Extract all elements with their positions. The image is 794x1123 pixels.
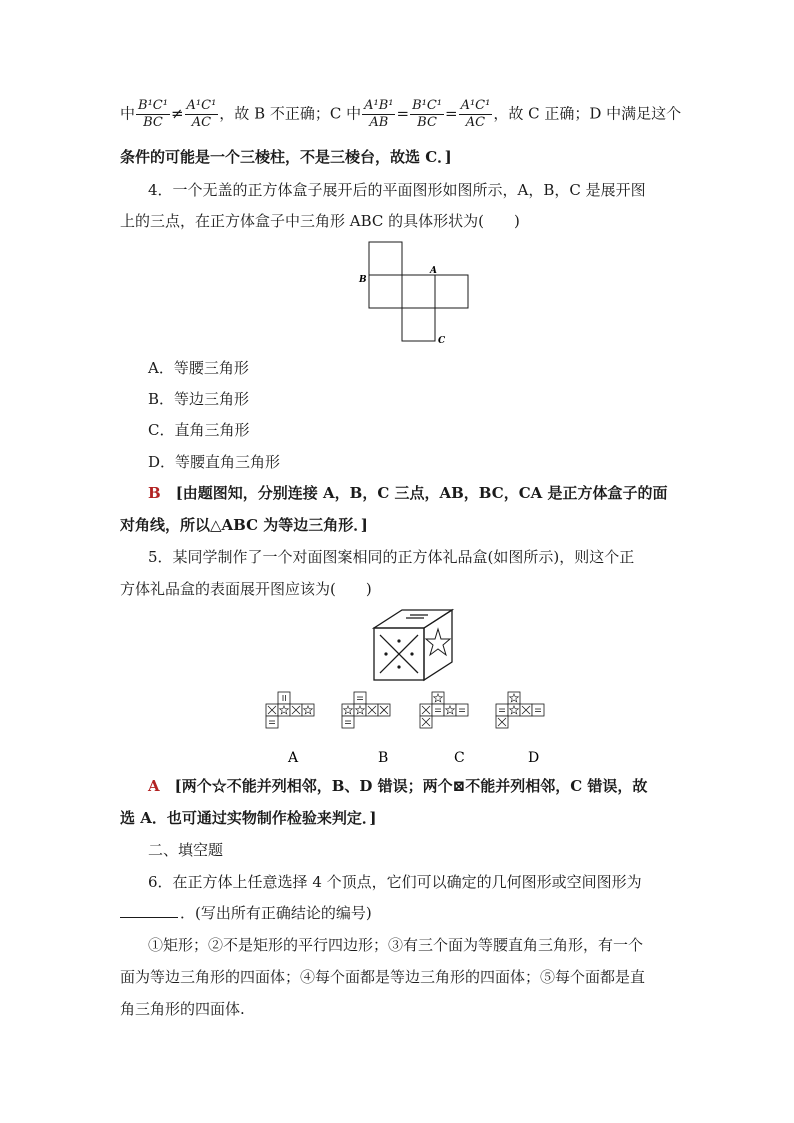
q6-line-4: 面为等边三角形的四面体；④每个面都是等边三角形的四面体；⑤每个面都是直 — [120, 968, 646, 986]
q5-line-1: 5．某同学制作了一个对面图案相同的正方体礼品盒(如图所示)，则这个正 — [148, 548, 635, 566]
equal-sign-2: = — [445, 104, 458, 123]
label-c: C — [438, 336, 446, 346]
net-c — [420, 692, 468, 728]
q4-answer-letter: B — [148, 484, 161, 502]
fraction-a1c1-ac-2: $\frac{\text{A¹C¹}}{AC}$ — [460, 98, 491, 130]
q4-option-d: D．等腰直角三角形 — [148, 453, 281, 471]
net-label-a: A — [288, 750, 299, 766]
q4-answer-line-1 — [148, 482, 668, 504]
text-zh: 中 — [120, 104, 136, 123]
net-d — [496, 692, 544, 728]
q4-line-2: 上的三点，在正方体盒子中三角形 ABC 的具体形状为( ) — [120, 212, 520, 230]
q4-net-figure — [350, 236, 480, 348]
q5-line-2: 方体礼品盒的表面展开图应该为( ) — [120, 580, 372, 598]
q4-answer-text: [由题图知，分别连接 A，B，C 三点，AB，BC，CA 是正方体盒子的面 — [175, 484, 668, 502]
fraction-a1b1-ab: $\frac{\text{A¹B¹}}{AB}$ — [364, 98, 394, 130]
q4-line-1: 4．一个无盖的正方体盒子展开后的平面图形如图所示，A，B，C 是展开图 — [148, 181, 646, 199]
label-a: A — [430, 266, 437, 276]
continuation-line-1 — [120, 98, 681, 131]
q6-line-3: ①矩形；②不是矩形的平行四边形；③有三个面为等腰直角三角形，有一个 — [148, 936, 644, 954]
text-part-1: ，故 B 不正确；C 中 — [219, 104, 362, 123]
answer-blank[interactable] — [120, 903, 178, 918]
q4-answer-line-2: 对角线，所以△ABC 为等边三角形．] — [120, 516, 368, 534]
fraction-b1c1-bc: $\frac{\text{B¹C¹}}{BC}$ — [138, 98, 168, 130]
net-label-c: C — [454, 750, 465, 766]
net-label-d: D — [528, 750, 540, 766]
fraction-a1c1-ac: $\frac{\text{A¹C¹}}{AC}$ — [186, 98, 217, 130]
q4-option-a: A．等腰三角形 — [148, 359, 249, 377]
label-b: B — [359, 275, 367, 285]
q5-answer-letter: A — [148, 777, 160, 795]
q6-line-1: 6．在正方体上任意选择 4 个顶点，它们可以确定的几何图形或空间图形为 — [148, 873, 642, 891]
q5-answer-line-2: 选 A．也可通过实物制作检验来判定．] — [120, 809, 377, 827]
q4-option-b: B．等边三角形 — [148, 390, 250, 408]
q4-option-c: C．直角三角形 — [148, 421, 250, 439]
gift-box-figure — [368, 608, 460, 688]
q5-answer-text: [两个☆不能并列相邻，B、D 错误；两个⊠不能并列相邻，C 错误，故 — [174, 777, 648, 795]
net-b — [342, 692, 390, 728]
not-equal-sign: ≠ — [170, 104, 184, 123]
q6-line-5: 角三角形的四面体. — [120, 1000, 245, 1018]
net-label-b: B — [378, 750, 389, 766]
section-title: 二、填空题 — [148, 841, 224, 859]
q6-line-2-text: ．(写出所有正确结论的编号) — [180, 904, 372, 922]
fraction-b1c1-bc-2: $\frac{\text{B¹C¹}}{BC}$ — [412, 98, 442, 130]
q6-line-2 — [120, 902, 372, 924]
net-a — [266, 692, 314, 728]
continuation-line-2: 条件的可能是一个三棱柱，不是三棱台，故选 C．] — [120, 148, 452, 166]
q5-answer-line-1 — [148, 775, 647, 797]
cube-nets-figure — [260, 690, 560, 770]
equal-sign: = — [396, 104, 410, 123]
text-part-2: ，故 C 正确；D 中满足这个 — [493, 104, 682, 123]
